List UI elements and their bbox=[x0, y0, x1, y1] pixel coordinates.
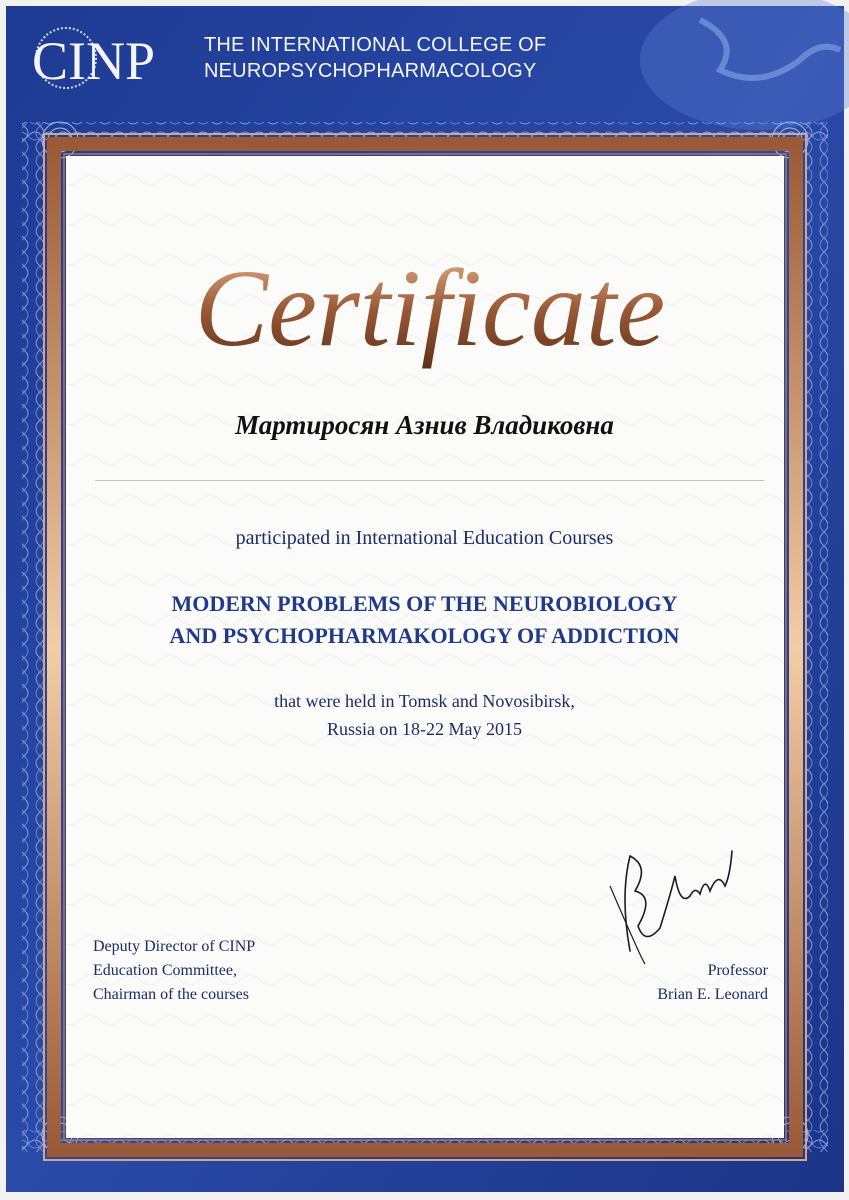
right-signatory-title: Professor bbox=[707, 962, 768, 979]
recipient-name: Мартиросян Азнив Владиковна bbox=[235, 410, 614, 440]
left-signatory-line-1: Deputy Director of CINP bbox=[93, 938, 256, 955]
name-underline bbox=[95, 480, 764, 481]
signature-mark bbox=[600, 836, 740, 966]
right-signatory bbox=[657, 959, 768, 1007]
event-location-date bbox=[0, 687, 849, 743]
right-signatory-name: Brian E. Leonard bbox=[657, 986, 768, 1003]
svg-text:CINP: CINP bbox=[32, 31, 156, 91]
organization-line-2: NEUROPSYCHOPHARMACOLOGY bbox=[204, 60, 537, 82]
participation-text: participated in International Education Courses bbox=[235, 527, 614, 549]
course-title bbox=[0, 588, 849, 652]
left-signatory-line-2: Education Committee, bbox=[93, 962, 237, 979]
organization-name bbox=[204, 32, 546, 84]
course-title-line-1: MODERN PROBLEMS OF THE NEUROBIOLOGY bbox=[171, 591, 678, 616]
left-signatory bbox=[93, 935, 255, 1007]
left-signatory-line-3: Chairman of the courses bbox=[93, 986, 249, 1003]
cinp-logo bbox=[28, 24, 178, 94]
location-line-2: Russia on 18-22 May 2015 bbox=[327, 719, 522, 739]
course-title-line-2: AND PSYCHOPHARMAKOLOGY OF ADDICTION bbox=[169, 623, 680, 648]
certificate-heading-text: Certificate bbox=[194, 247, 666, 369]
certificate-heading bbox=[160, 225, 700, 405]
organization-line-1: THE INTERNATIONAL COLLEGE OF bbox=[204, 34, 547, 56]
location-line-1: that were held in Tomsk and Novosibirsk, bbox=[274, 691, 575, 711]
